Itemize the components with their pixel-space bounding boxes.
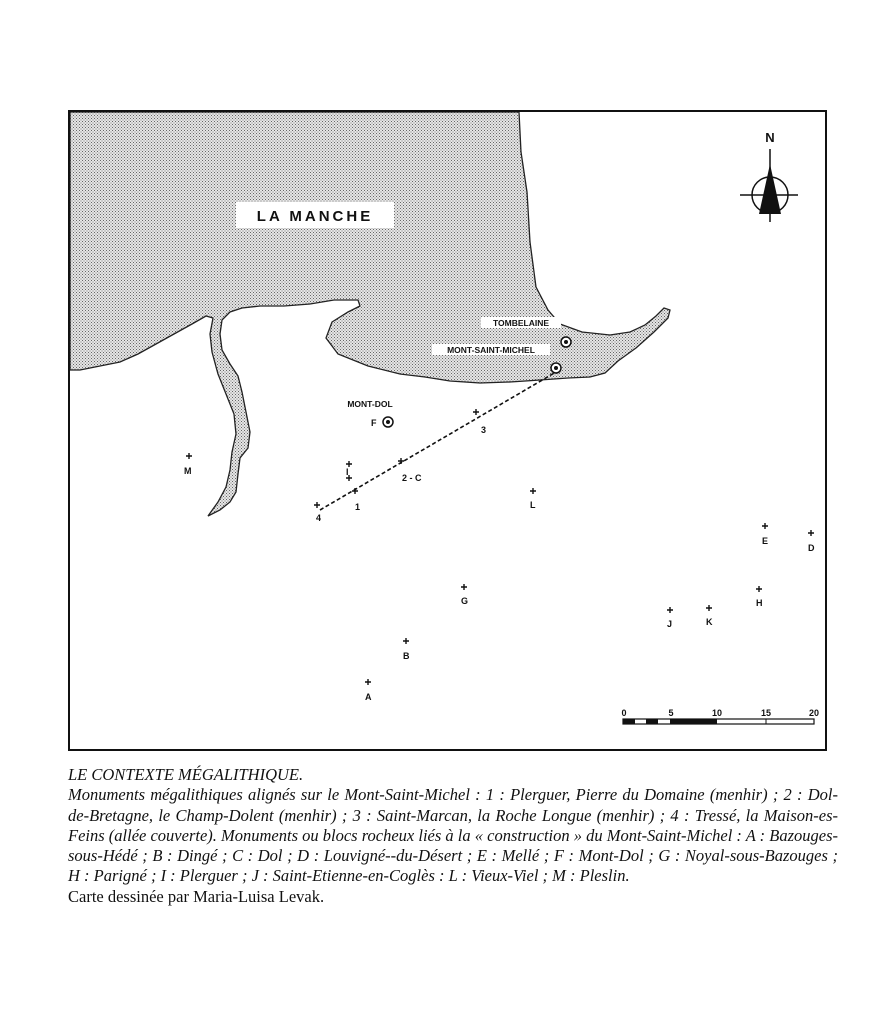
- caption-credit: Carte dessinée par Maria-Luisa Levak.: [68, 886, 325, 906]
- marker-G: G: [461, 596, 469, 606]
- scale-bar: [621, 708, 819, 724]
- marker-1: 1: [355, 502, 361, 512]
- label-tombelaine: TOMBELAINE: [492, 318, 550, 328]
- site-crosses: [186, 409, 814, 685]
- marker-I: I: [346, 467, 349, 477]
- marker-K: K: [706, 617, 713, 627]
- caption-title: LE CONTEXTE MÉGALITHIQUE.: [68, 765, 304, 784]
- marker-J: J: [667, 619, 673, 629]
- scale-tick-5: 5: [668, 708, 674, 718]
- north-arrow: [740, 130, 798, 222]
- map-frame: [68, 110, 827, 751]
- marker-2-C: 2 - C: [402, 473, 422, 483]
- north-label: N: [765, 130, 775, 145]
- marker-H: H: [756, 598, 763, 608]
- marker-F: F: [371, 418, 377, 428]
- marker-A: A: [365, 692, 372, 702]
- mont-saint-michel-symbol: [551, 363, 561, 373]
- sea-label: LA MANCHE: [256, 208, 374, 225]
- scale-tick-20: 20: [808, 708, 820, 718]
- mont-dol-symbol: [383, 417, 393, 427]
- map: [70, 112, 825, 749]
- marker-D: D: [808, 543, 815, 553]
- scale-tick-15: 15: [760, 708, 772, 718]
- tombelaine-symbol: [561, 337, 571, 347]
- scale-tick-10: 10: [711, 708, 723, 718]
- label-mont-saint-michel: MONT-SAINT-MICHEL: [447, 345, 535, 355]
- marker-E: E: [762, 536, 769, 546]
- scale-tick-0: 0: [621, 708, 627, 718]
- marker-M: M: [184, 466, 192, 476]
- label-mont-dol: MONT-DOL: [347, 399, 393, 409]
- marker-3: 3: [481, 425, 487, 435]
- sea-area: [70, 112, 670, 516]
- figure-caption: [68, 765, 838, 907]
- marker-B: B: [403, 651, 410, 661]
- marker-L: L: [530, 500, 536, 510]
- caption-body: Monuments mégalithiques alignés sur le Mont-Saint-Michel : 1 : Plerguer, Pierre du Domaine (menhir) ; 2 : Dol-de-Bretagne, le Champ-Dolent (menhir) ; 3 : Saint-Marcan, la Roche Longue (menhir) ; 4 : Tressé, la Maison-es-Feins (allée couverte). Monuments ou blocs rocheux liés à la « construction » du Mont-Saint-Michel : A : Bazouges-sous-Hédé ; B : Dingé ; C : Dol ; D : Louvigné--du-Désert ; E : Mellé ; F : Mont-Dol ; G : Noyal-sous-Bazouges ; H : Parigné ; I : Plerguer ; J : Saint-Etienne-en-Coglès : L : Vieux-Viel ; M : Pleslin.: [68, 785, 838, 886]
- marker-4: 4: [316, 513, 322, 523]
